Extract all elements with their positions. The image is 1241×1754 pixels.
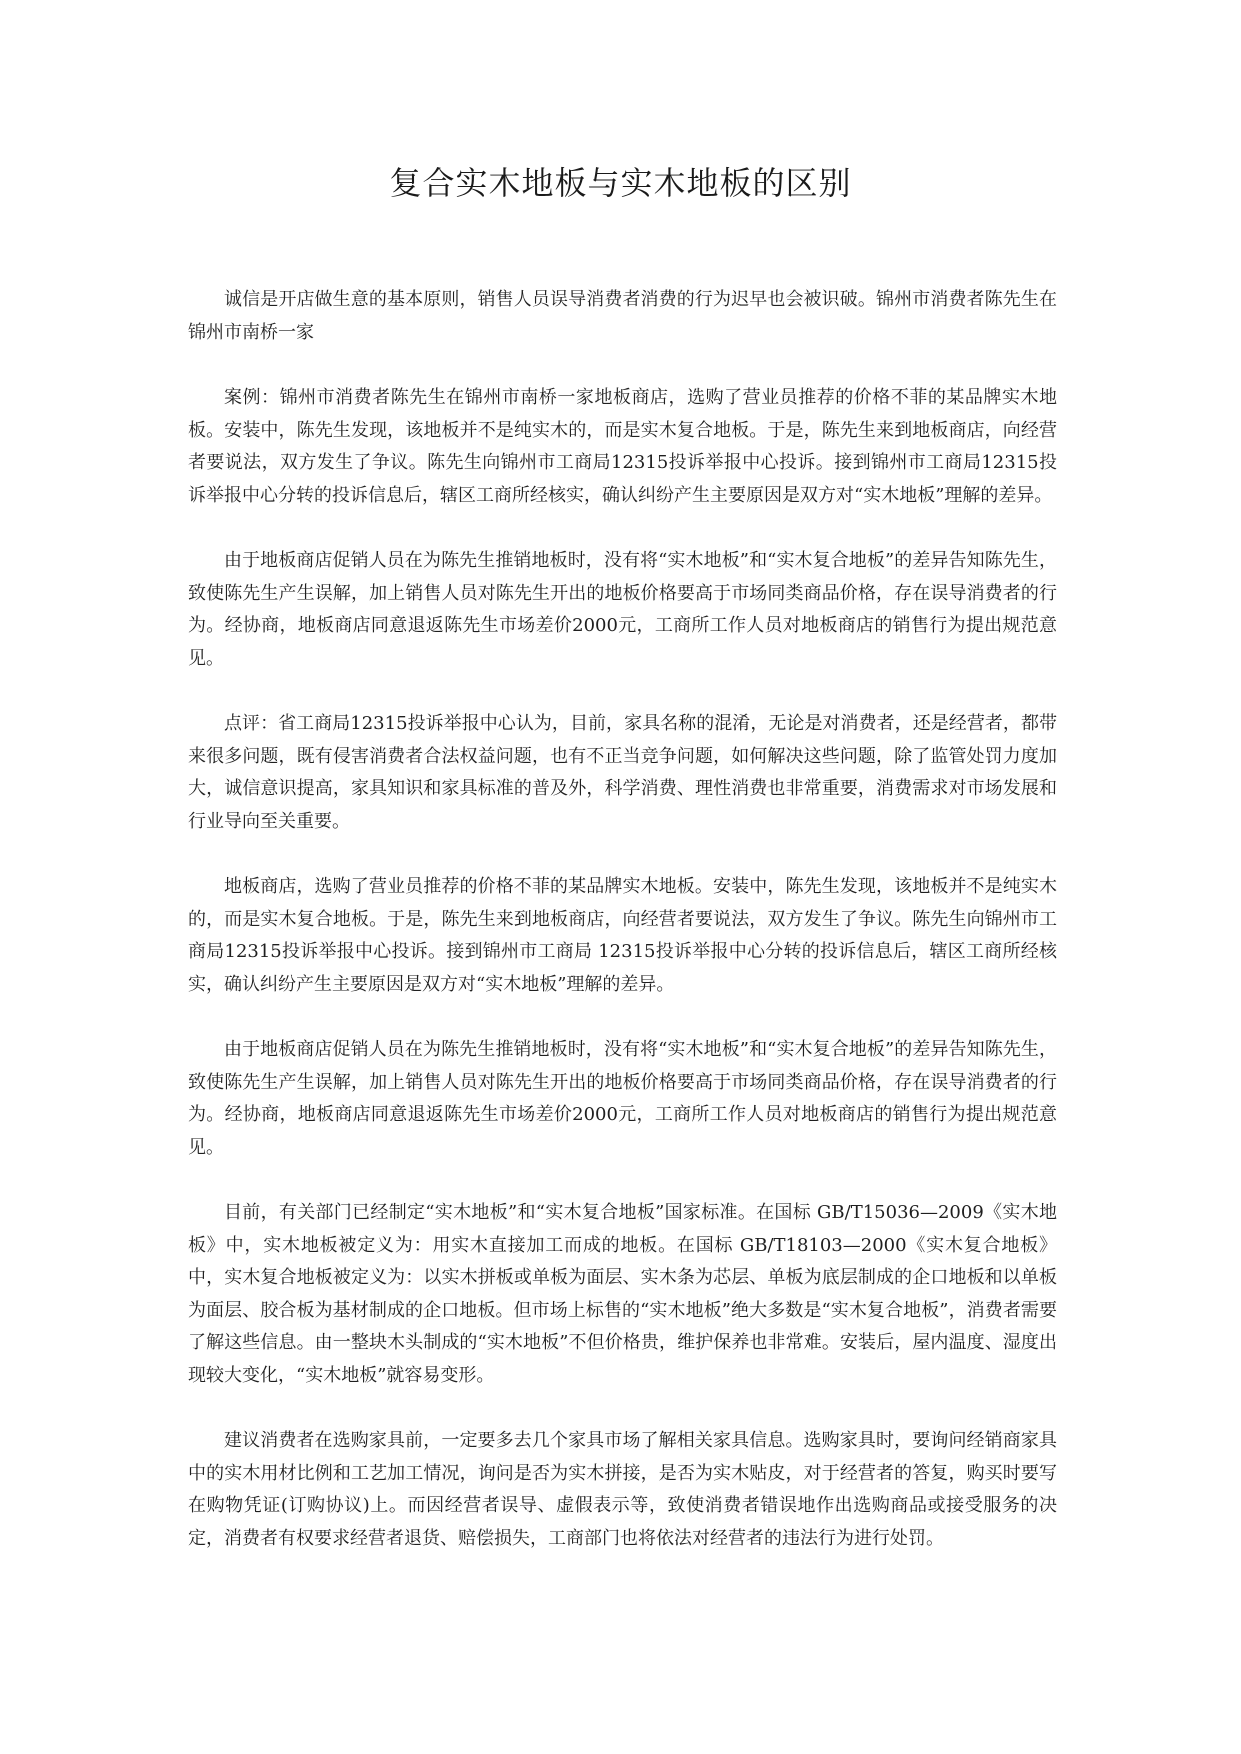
paragraph-commentary: 点评：省工商局12315投诉举报中心认为，目前，家具名称的混淆，无论是对消费者，还是经营者，都带来很多问题，既有侵害消费者合法权益问题，也有不正当竞争问题，如何解决这些问题，除了监管处罚力度加大，诚信意识提高，家具知识和家具标准的普及外，科学消费、理性消费也非常重要，消费需求对市场发展和行业导向至关重要。 [188, 713, 1057, 832]
paragraph-intro: 诚信是开店做生意的基本原则，销售人员误导消费者消费的行为迟早也会被识破。锦州市消费者陈先生在锦州市南桥一家 [188, 289, 1057, 343]
paragraph-case-repeat: 地板商店，选购了营业员推荐的价格不菲的某品牌实木地板。安装中，陈先生发现，该地板并不是纯实木的，而是实木复合地板。于是，陈先生来到地板商店，向经营者要说法，双方发生了争议。陈先生向锦州市工商局12315投诉举报中心投诉。接到锦州市工商局 12315投诉举报中心分转的投诉信息后，辖区工商所经核实，确认纠纷产生主要原因是双方对“实木地板”理解的差异。 [188, 876, 1057, 995]
paragraph-resolution-repeat: 由于地板商店促销人员在为陈先生推销地板时，没有将“实木地板”和“实木复合地板”的差异告知陈先生，致使陈先生产生误解，加上销售人员对陈先生开出的地板价格要高于市场同类商品价格，存在误导消费者的行为。经协商，地板商店同意退返陈先生市场差价2000元，工商所工作人员对地板商店的销售行为提出规范意见。 [188, 1039, 1057, 1158]
paragraph-resolution: 由于地板商店促销人员在为陈先生推销地板时，没有将“实木地板”和“实木复合地板”的差异告知陈先生，致使陈先生产生误解，加上销售人员对陈先生开出的地板价格要高于市场同类商品价格，存在误导消费者的行为。经协商，地板商店同意退返陈先生市场差价2000元，工商所工作人员对地板商店的销售行为提出规范意见。 [188, 550, 1057, 669]
paragraph-standards: 目前，有关部门已经制定“实木地板”和“实木复合地板”国家标准。在国标 GB/T15036—2009《实木地板》中，实木地板被定义为：用实木直接加工而成的地板。在国标 GB/T18103—2000《实木复合地板》中，实木复合地板被定义为：以实木拼板或单板为面层、实木条为芯层、单板为底层制成的企口地板和以单板为面层、胶合板为基材制成的企口地板。但市场上标售的“实木地板”绝大多数是“实木复合地板”，消费者需要了解这些信息。由一整块木头制成的“实木地板”不但价格贵，维护保养也非常难。安装后，屋内温度、湿度出现较大变化，“实木地板”就容易变形。 [188, 1202, 1057, 1386]
paragraph-case: 案例：锦州市消费者陈先生在锦州市南桥一家地板商店，选购了营业员推荐的价格不菲的某品牌实木地板。安装中，陈先生发现，该地板并不是纯实木的，而是实木复合地板。于是，陈先生来到地板商店，向经营者要说法，双方发生了争议。陈先生向锦州市工商局12315投诉举报中心投诉。接到锦州市工商局12315投诉举报中心分转的投诉信息后，辖区工商所经核实，确认纠纷产生主要原因是双方对“实木地板”理解的差异。 [188, 387, 1057, 506]
document-body [188, 284, 1057, 1588]
paragraph-advice: 建议消费者在选购家具前，一定要多去几个家具市场了解相关家具信息。选购家具时，要询问经销商家具中的实木用材比例和工艺加工情况，询问是否为实木拼接，是否为实木贴皮，对于经营者的答复，购买时要写在购物凭证(订购协议)上。而因经营者误导、虚假表示等，致使消费者错误地作出选购商品或接受服务的决定，消费者有权要求经营者退货、赔偿损失，工商部门也将依法对经营者的违法行为进行处罚。 [188, 1430, 1057, 1549]
document-title: 复合实木地板与实木地板的区别 [389, 164, 852, 202]
